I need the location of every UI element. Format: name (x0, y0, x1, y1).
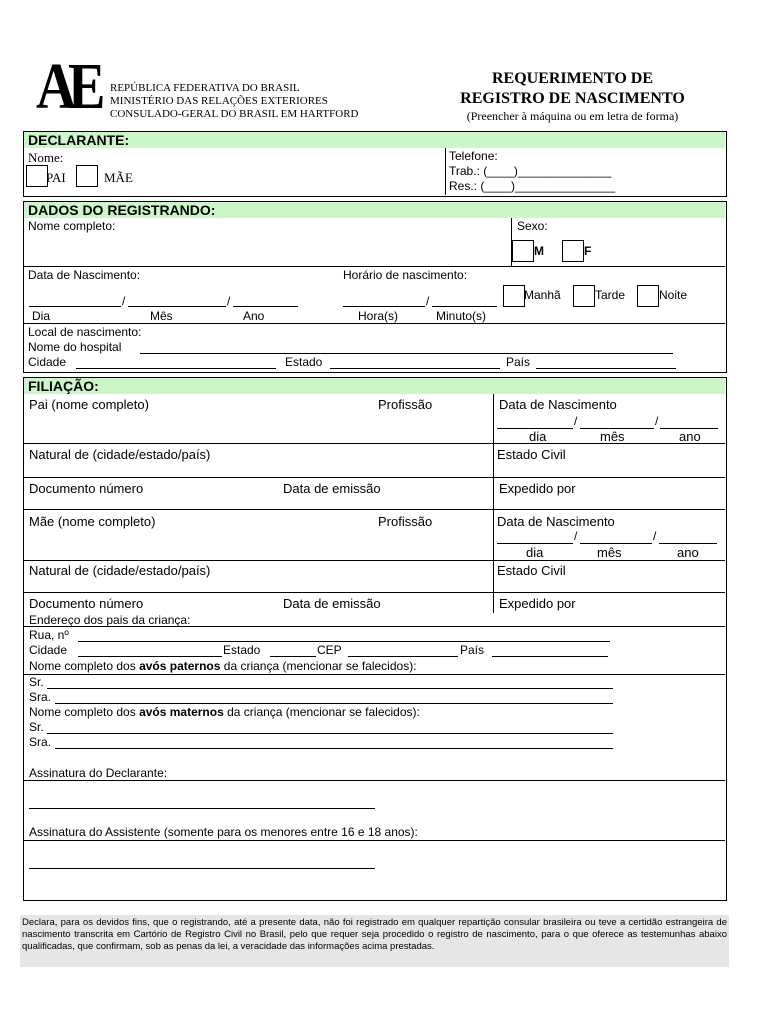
mae-estado-civil-label: Estado Civil (497, 563, 566, 578)
end-pais-label: País (460, 643, 485, 657)
rua-field[interactable] (78, 641, 610, 642)
mes-caption: Mês (150, 309, 173, 323)
mae-mes-caption: mês (597, 545, 622, 560)
cep-label: CEP (317, 643, 342, 657)
mae-nasc-dia-field[interactable] (497, 543, 573, 544)
pai-data-emissao-label: Data de emissão (283, 481, 381, 496)
form-title-2: REGISTRO DE NASCIMENTO (460, 90, 685, 107)
assinatura-assistente-label: Assinatura do Assistente (somente para os menores entre 16 e 18 anos): (29, 825, 418, 839)
avo-mat-sra-field[interactable] (55, 748, 613, 749)
mae-natural-label: Natural de (cidade/estado/país) (29, 563, 211, 578)
avo-pat-sra-label: Sra. (29, 690, 52, 704)
avo-mat-sra-label: Sra. (29, 735, 52, 749)
avo-mat-sr-label: Sr. (29, 720, 44, 734)
mae-checkbox[interactable] (76, 165, 98, 187)
avo-pat-sr-label: Sr. (29, 675, 44, 689)
tarde-checkbox[interactable] (573, 285, 595, 307)
manha-label: Manhã (524, 288, 561, 302)
telefone-label: Telefone: (449, 149, 498, 163)
filiacao-heading: FILIAÇÃO: (28, 378, 99, 394)
hora-field[interactable] (343, 306, 425, 307)
mae-ano-caption: ano (677, 545, 699, 560)
pai-ano-caption: ano (679, 429, 701, 444)
pais-field[interactable] (536, 368, 676, 369)
avo-mat-sr-field[interactable] (47, 733, 613, 734)
mae-label: MÃE (104, 170, 133, 185)
registrando-nome-label: Nome completo: (28, 219, 116, 233)
form-subtitle: (Preencher à máquina ou em letra de forma) (466, 109, 679, 123)
mae-data-emissao-label: Data de emissão (283, 596, 381, 611)
endereco-label: Endereço dos pais da criança: (29, 613, 191, 627)
end-estado-field[interactable] (270, 656, 316, 657)
org-line-3: CONSULADO-GERAL DO BRASIL EM HARTFORD (110, 108, 359, 120)
pai-dia-caption: dia (529, 429, 547, 444)
mae-nasc-mes-field[interactable] (580, 543, 652, 544)
rua-label: Rua, nº (29, 628, 69, 642)
form-title-1: REQUERIMENTO DE (491, 70, 654, 87)
noite-checkbox[interactable] (637, 285, 659, 307)
estado-label: Estado (285, 355, 323, 369)
estado-field[interactable] (330, 368, 500, 369)
org-line-2: MINISTÉRIO DAS RELAÇÕES EXTERIORES (110, 95, 328, 107)
avos-paternos-label: Nome completo dos avós paternos da criança (mencionar se falecidos): (29, 659, 417, 673)
res-field[interactable]: Res.: (____)_______________ (449, 179, 616, 193)
mae-profissao-label: Profissão (378, 514, 433, 529)
data-mes-field[interactable] (128, 306, 226, 307)
avo-pat-sra-field[interactable] (55, 703, 613, 704)
assinatura-declarante-label: Assinatura do Declarante: (29, 766, 168, 780)
cidade-label: Cidade (28, 355, 67, 369)
org-line-1: REPÚBLICA FEDERATIVA DO BRASIL (110, 82, 300, 94)
hospital-field[interactable] (140, 353, 673, 354)
ano-caption: Ano (243, 309, 265, 323)
mae-dia-caption: dia (526, 545, 544, 560)
local-nascimento-label: Local de nascimento: (28, 325, 142, 339)
end-cidade-field[interactable] (78, 656, 222, 657)
avo-pat-sr-field[interactable] (47, 688, 613, 689)
sexo-f-label: F (584, 244, 592, 258)
end-cidade-label: Cidade (29, 643, 68, 657)
trab-field[interactable]: Trab.: (____)______________ (449, 164, 612, 178)
pai-profissao-label: Profissão (378, 397, 433, 412)
tarde-label: Tarde (595, 288, 626, 302)
sexo-f-checkbox[interactable] (562, 240, 584, 262)
mae-nome-label: Mãe (nome completo) (29, 514, 156, 529)
data-ano-field[interactable] (233, 306, 298, 307)
pai-checkbox[interactable] (26, 165, 48, 187)
declarante-nome-label: Nome: (28, 150, 64, 165)
hora-caption: Hora(s) (358, 309, 399, 323)
pai-mes-caption: mês (600, 429, 625, 444)
mae-documento-label: Documento número (29, 596, 144, 611)
pai-label: PAI (46, 170, 66, 185)
mae-data-nasc-label: Data de Nascimento (497, 514, 615, 529)
pai-documento-label: Documento número (29, 481, 144, 496)
end-pais-field[interactable] (492, 656, 608, 657)
mae-expedido-label: Expedido por (499, 596, 576, 611)
hospital-label: Nome do hospital (28, 340, 122, 354)
mae-nasc-ano-field[interactable] (659, 543, 717, 544)
data-nascimento-label: Data de Nascimento: (28, 268, 141, 282)
horario-label: Horário de nascimento: (343, 268, 468, 282)
pais-label: País (506, 355, 531, 369)
minuto-caption: Minuto(s) (436, 309, 487, 323)
assinatura-assistente-field[interactable] (29, 868, 375, 869)
noite-label: Noite (659, 288, 688, 302)
cep-field[interactable] (348, 656, 458, 657)
sexo-m-label: M (534, 244, 544, 258)
footer-declaration-text: Declara, para os devidos fins, que o registrando, até a presente data, não foi registrado em qualquer repartição consular brasileira ou teve a certidão estrangeira de nascimento transcrita em Cartório de Registro Civil no Brasil, pelo que requer seja procedido o registro de nascimento, para o que oferece as testemunhas abaixo qualificadas, que confirmam, sob as penas da lei, a veracidade das informações acima prestadas. (22, 917, 727, 952)
end-estado-label: Estado (223, 643, 261, 657)
minuto-field[interactable] (432, 306, 497, 307)
assinatura-declarante-field[interactable] (29, 808, 375, 809)
declarante-heading: DECLARANTE: (28, 132, 130, 148)
cidade-field[interactable] (76, 368, 276, 369)
registrando-section (23, 201, 727, 373)
pai-natural-label: Natural de (cidade/estado/país) (29, 447, 211, 462)
pai-data-nasc-label: Data de Nascimento (499, 397, 617, 412)
manha-checkbox[interactable] (503, 285, 525, 307)
pai-expedido-label: Expedido por (499, 481, 576, 496)
sexo-label: Sexo: (517, 219, 548, 233)
data-dia-field[interactable] (29, 306, 121, 307)
sexo-m-checkbox[interactable] (512, 240, 534, 262)
dia-caption: Dia (32, 309, 51, 323)
avos-maternos-label: Nome completo dos avós maternos da criança (mencionar se falecidos): (29, 705, 420, 719)
pai-nome-label: Pai (nome completo) (29, 397, 149, 412)
registrando-heading: DADOS DO REGISTRANDO: (28, 202, 216, 218)
pai-estado-civil-label: Estado Civil (497, 447, 566, 462)
logo: AE (36, 50, 97, 123)
